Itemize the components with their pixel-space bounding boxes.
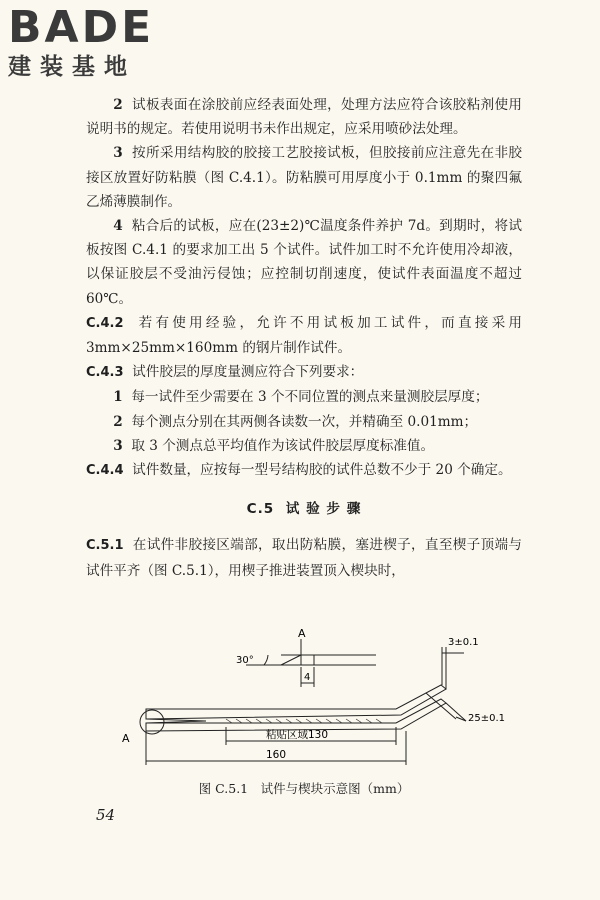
section-heading: C.5 试 验 步 骤 <box>246 501 362 518</box>
paragraph-item-2: 2 试板表面在涂胶前应经表面处理，处理方法应符合该胶粘剂使用说明书的规定。若使用说明书未作出规定，应采用喷砂法处理。 <box>86 97 522 138</box>
clause-c42: C.4.2 若有使用经验，允许不用试板加工试件，而直接采用 3mm×25mm×160mm 的钢片制作试件。 <box>86 314 522 357</box>
detail-a-circle <box>140 710 164 734</box>
document-body <box>86 93 522 583</box>
upper-plate <box>146 685 446 719</box>
paragraph-item-4: 4 粘合后的试板，应在(23±2)℃温度条件养护 7d。到期时，将试板按图 C.4.1 的要求加工出 5 个试件。试件加工时不允许使用冷却液，以保证胶层不受油污侵蚀；应控制切削速度，使试件表面温度不超过 60℃。 <box>86 218 522 307</box>
figure-caption: 图 C.5.1 试件与楔块示意图（mm） <box>198 781 410 796</box>
figure-c51 <box>86 627 522 802</box>
wedge-angle-face <box>281 655 301 665</box>
label-a-left: A <box>122 732 130 745</box>
width-label: 25±0.1 <box>468 713 506 724</box>
wedge-insert <box>146 719 206 723</box>
sub-item-1: 1 每一试件至少需要在 3 个不同位置的测点来量测胶层厚度； <box>113 389 489 406</box>
sub-item-2: 2 每个测点分别在其两侧各读数一次，并精确至 0.01mm； <box>113 413 478 430</box>
clause-c51: C.5.1 在试件非胶接区端部，取出防粘膜，塞进楔子，直至楔子顶端与试件平齐（图 C.5.1），用楔子推进装置顶入楔块时， <box>86 537 522 579</box>
page-number: 54 <box>96 806 116 824</box>
logo-subtitle: 建装基地 <box>8 54 136 80</box>
logo <box>8 2 178 86</box>
paragraph-item-3: 3 按所采用结构胶的胶接工艺胶接试板，但胶接前应注意先在非胶接区放置好防粘膜（图 C.4.1）。防粘膜可用厚度小于 0.1mm 的聚四氟乙烯薄膜制作。 <box>86 145 522 210</box>
logo-brand: BADE <box>8 2 155 53</box>
clause-c44: C.4.4 试件数量，应按每一型号结构胶的试件总数不少于 20 个确定。 <box>86 462 512 479</box>
specimen-wedge-diagram <box>86 627 522 777</box>
bonded-area-hatch <box>226 719 382 723</box>
angle-label: 30° <box>236 655 254 666</box>
label-a-top: A <box>298 627 306 640</box>
bond-area-label: 粘贴区域130 <box>266 729 329 741</box>
dim-4-label: 4 <box>304 672 311 683</box>
length-label: 160 <box>266 749 287 761</box>
sub-item-3: 3 取 3 个测点总平均值作为该试件胶层厚度标准值。 <box>113 437 435 454</box>
thickness-label: 3±0.1 <box>448 637 479 648</box>
clause-c43: C.4.3 试件胶层的厚度量测应符合下列要求： <box>86 364 364 381</box>
